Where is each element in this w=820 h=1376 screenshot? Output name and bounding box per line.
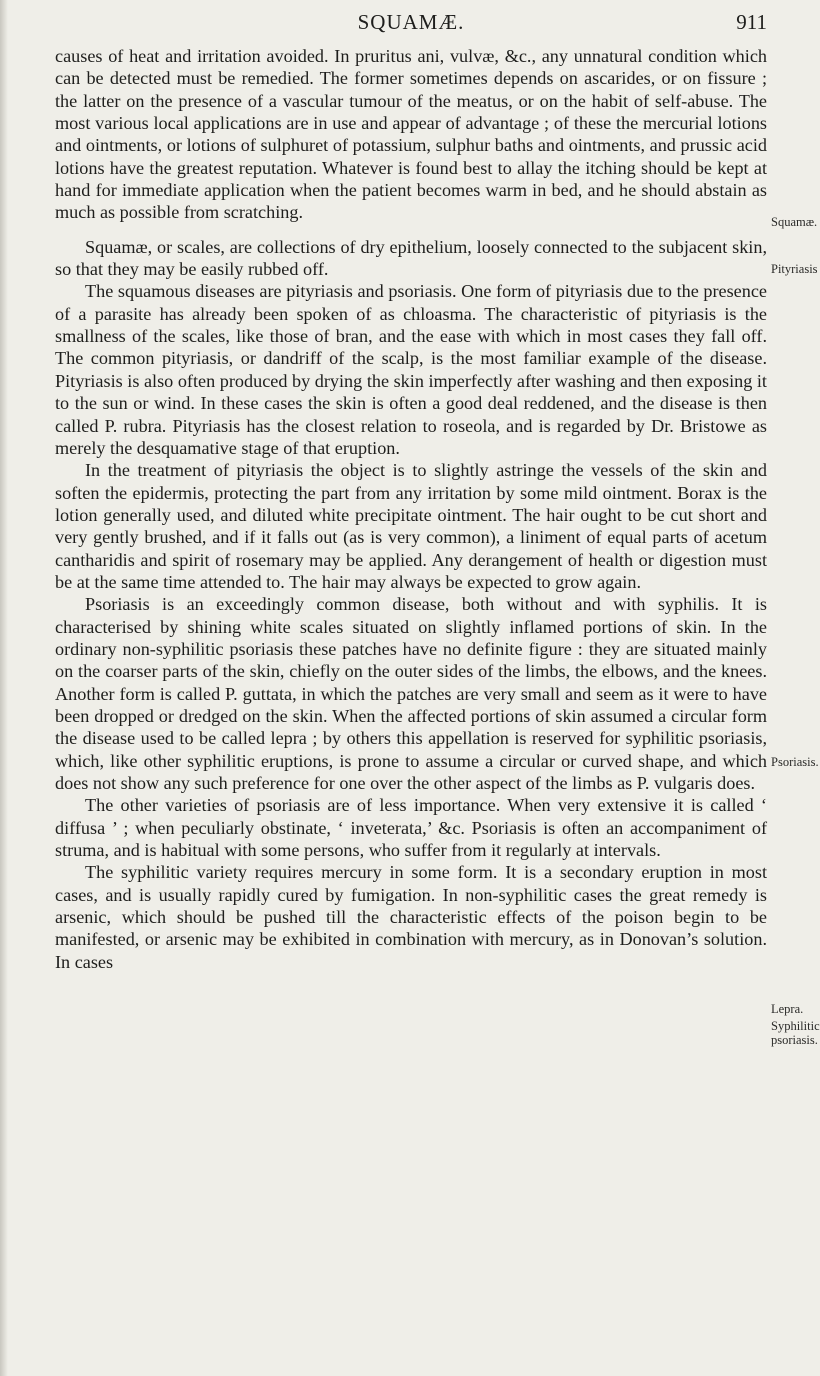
paragraph-pityriasis: The squamous diseases are pityriasis and psoriasis. One form of pityriasis due to the presence of a parasite has already been spoken of as chloasma. The characteristic of pityriasis is the smallness of the scales, like those of bran, and the ease with which in most cases they fall off. The common pityriasis, or dandriff of the scalp, is the most familiar example of the disease. Pityriasis is also often produced by drying the skin imperfectly after washing and then exposing it to the sun or wind. In these cases the skin is often a good deal reddened, and the disease is then called P. rubra. Pityriasis has the closest relation to roseola, and is regarded by Dr. Bristowe as merely the desquamative stage of that eruption. [55, 281, 767, 458]
paragraph-syphilitic-treatment: The syphilitic variety requires mercury in some form. It is a secondary eruption in most cases, and is usually rapidly cured by fumigation. In non-syphilitic cases the great remedy is arsenic, which should be pushed till the characteristic effects of the poison begin to be manifested, or arsenic may be exhibited in combination with mercury, as in Donovan’s solution. In cases [55, 862, 767, 972]
body-text [55, 45, 767, 973]
running-title: SQUAMÆ. [357, 10, 465, 34]
paragraph-pruritus: causes of heat and irritation avoided. In pruritus ani, vulvæ, &c., any unnatural condition which can be detected must be remedied. The former sometimes depends on ascarides, or on fissure ; the latter on the presence of a vascular tumour of the meatus, or on the habit of self-abuse. The most various local applications are in use and appear of advantage ; of these the mercurial lotions and ointments, or lotions of sulphuret of potassium, sulphur baths and ointments, and prussic acid lotions have the greatest reputation. Whatever is found best to allay the itching should be kept at hand for immediate application when the patient becomes warm in bed, and he should abstain as much as possible from scratching. [55, 46, 767, 223]
paragraph-psoriasis: Psoriasis is an exceedingly common disease, both without and with syphilis. It is characterised by shining white scales situated on slightly inflamed portions of skin. In the ordinary non-syphilitic psoriasis these patches have no definite figure : they are situated mainly on the coarser parts of the skin, chiefly on the outer sides of the limbs, the elbows, and the knees. Another form is called P. guttata, in which the patches are very small and seem as it were to have been dropped or dredged on the skin. When the affected portions of skin assumed a circular form the disease used to be called lepra ; by others this appellation is reserved for syphilitic psoriasis, which, like other syphilitic eruptions, is prone to assume a circular or curved shape, and which does not show any such preference for one over the other aspect of the limbs as P. vulgaris does. [55, 594, 767, 793]
margin-note-psoriasis: Psoriasis. [771, 755, 819, 769]
margin-note-syphilitic-line1: Syphilitic [771, 1019, 820, 1033]
page-binding-shadow [0, 0, 8, 1376]
margin-note-squamae: Squamæ. [771, 215, 818, 229]
margin-note-lepra: Lepra. [771, 1002, 804, 1016]
page-header [55, 8, 767, 38]
margin-note-syphilitic-line2: psoriasis. [771, 1033, 818, 1047]
paragraph-squamae: Squamæ, or scales, are collections of dry epithelium, loosely connected to the subjacent skin, so that they may be easily rubbed off. [55, 236, 767, 280]
page-number: 911 [736, 10, 767, 34]
paragraph-psoriasis-varieties: The other varieties of psoriasis are of less importance. When very extensive it is called ‘ diffusa ’ ; when peculiarly obstinate, ‘ inveterata,’ &c. Psoriasis is often an accompaniment of struma, and is habitual with some persons, who suffer from it regularly at intervals. [55, 795, 767, 861]
paragraph-pityriasis-treatment: In the treatment of pityriasis the object is to slightly astringe the vessels of the skin and soften the epidermis, protecting the part from any irritation by some mild ointment. Borax is the lotion generally used, and diluted white precipitate ointment. The hair ought to be cut short and very gently brushed, and if it falls out (as is very common), a liniment of equal parts of acetum cantharidis and spirit of rosemary may be applied. Any derangement of health or digestion must be at the same time attended to. The hair may always be expected to grow again. [55, 460, 767, 592]
margin-note-pityriasis: Pityriasis [771, 262, 818, 276]
